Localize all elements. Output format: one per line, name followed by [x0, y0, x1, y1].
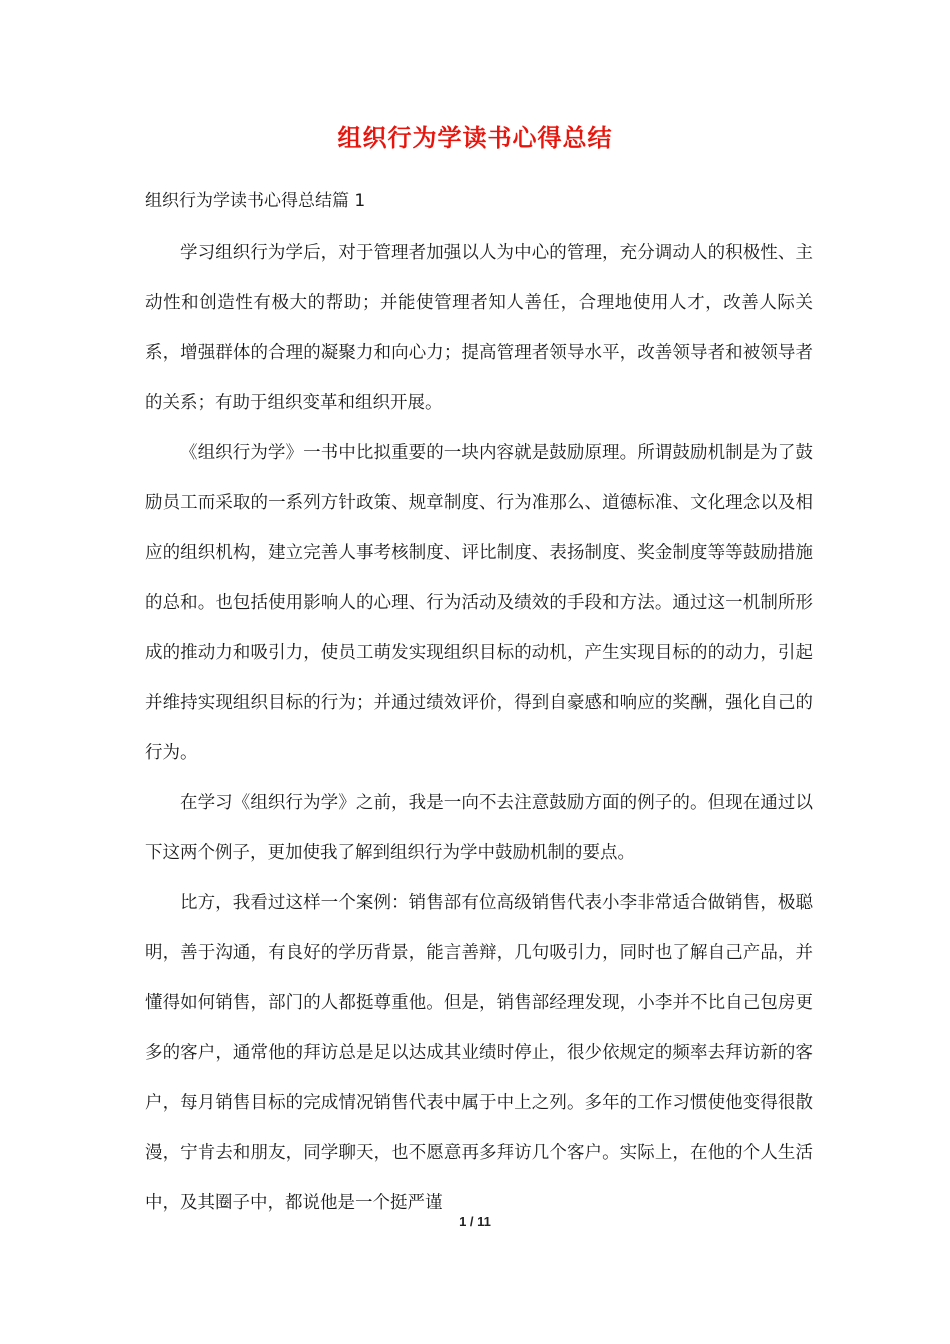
paragraph: 在学习《组织行为学》之前，我是一向不去注意鼓励方面的例子的。但现在通过以下这两个例子，更加使我了解到组织行为学中鼓励机制的要点。 [145, 793, 813, 863]
section-heading: 组织行为学读书心得总结篇 1 [145, 191, 366, 211]
paragraph: 比方，我看过这样一个案例：销售部有位高级销售代表小李非常适合做销售，极聪明，善于沟通，有良好的学历背景，能言善辩，几句吸引力，同时也了解自己产品，并懂得如何销售，部门的人都挺尊重他。但是，销售部经理发现，小李并不比自己包房更多的客户，通常他的拜访总是足以达成其业绩时停止，很少依规定的频率去拜访新的客户，每月销售目标的完成情况销售代表中属于中上之列。多年的工作习惯使他变得很散漫，宁肯去和朋友，同学聊天，也不愿意再多拜访几个客户。实际上，在他的个人生活中，及其圈子中，都说他是一个挺严谨 [145, 893, 813, 1213]
paragraph: 《组织行为学》一书中比拟重要的一块内容就是鼓励原理。所谓鼓励机制是为了鼓励员工而采取的一系列方针政策、规章制度、行为准那么、道德标准、文化理念以及相应的组织机构，建立完善人事考核制度、评比制度、表扬制度、奖金制度等等鼓励措施的总和。也包括使用影响人的心理、行为活动及绩效的手段和方法。通过这一机制所形成的推动力和吸引力，使员工萌发实现组织目标的动机，产生实现目标的的动力，引起并维持实现组织目标的行为；并通过绩效评价，得到自豪感和响应的奖酬，强化自己的行为。 [145, 443, 813, 763]
document-title: 组织行为学读书心得总结 [337, 123, 613, 152]
page-number: 1 / 11 [459, 1214, 491, 1229]
paragraph: 学习组织行为学后，对于管理者加强以人为中心的管理，充分调动人的积极性、主动性和创造性有极大的帮助；并能使管理者知人善任，合理地使用人才，改善人际关系，增强群体的合理的凝聚力和向心力；提高管理者领导水平，改善领导者和被领导者的关系；有助于组织变革和组织开展。 [145, 243, 813, 413]
document-body [145, 228, 813, 1228]
